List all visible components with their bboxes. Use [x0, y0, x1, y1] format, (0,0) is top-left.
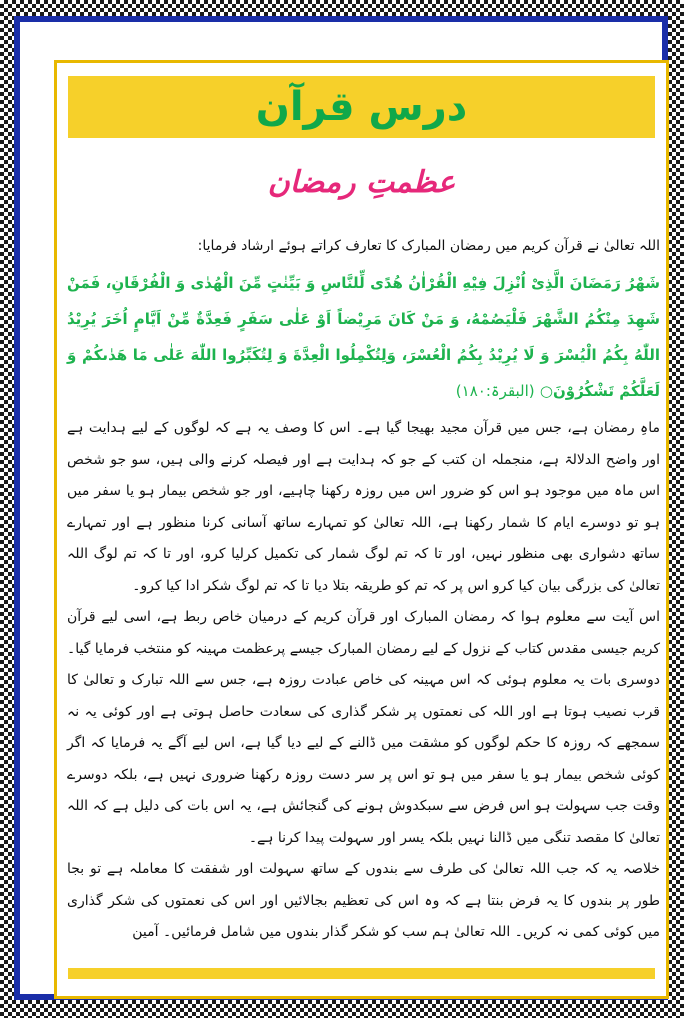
verse-text: شَهْرُ رَمَضَانَ الَّذِیْ اُنْزِلَ فِیْهِ الْقُرْاٰنُ هُدًی لِّلنَّاسِ وَ بَیِّنٰتٍ مِّنَ الْهُدٰی وَ الْفُرْقَانِ، فَمَنْ شَهِدَ مِنْكُمُ الشَّهْرَ فَلْیَصُمْهُ، وَ مَنْ كَانَ مَرِیْضاً اَوْ عَلٰی سَفَرٍ فَعِدَّةٌ مِّنْ اَیَّامٍ اُخَرَ یُرِیْدُ اللّٰهُ بِكُمُ الْیُسْرَ وَ لَا یُرِیْدُ بِكُمُ الْعُسْرَ، وَلِتُكْمِلُوا الْعِدَّةَ وَ لِتُكَبِّرُوا اللّٰهَ عَلٰی مَا هَدٰىكُمْ وَ لَعَلَّكُمْ تَشْكُرُوْنَ○ — [67, 274, 660, 400]
page-title: درس قرآن — [255, 84, 468, 130]
outer-blue-frame — [14, 16, 668, 1000]
paragraph-summary: خلاصہ یہ کہ جب اللہ تعالیٰ کی طرف سے بندوں کے ساتھ سہولت اور شفقت کا معاملہ ہے تو بجا طور پر بندوں کا یہ فرض بنتا ہے کہ وہ اس کی تعظیم بجالائیں اور اس کی نعمتوں کی شکر گذاری میں کوئی کمی نہ کریں۔ اللہ تعالیٰ ہم سب کو شکر گذار بندوں میں شامل فرمائیں۔ آمین — [67, 861, 660, 940]
article-body — [67, 233, 660, 949]
verse-reference: (البقرۃ:۱۸۰) — [455, 382, 535, 400]
article-subtitle: عظمتِ رمضان — [267, 165, 456, 200]
paragraph-translation: ماہِ رمضان ہے، جس میں قرآن مجید بھیجا گیا ہے۔ اس کا وصف یہ ہے کہ لوگوں کے لیے ہدایت ہے اور واضح الدلالۃ ہے، منجملہ ان کتب کے جو کہ ہدایت ہے اور فیصلہ کرنے والی ہیں، سو جو شخص اس ماہ میں موجود ہو اس کو ضرور اس میں روزہ رکھنا چاہیے، اور جو شخص بیمار ہو یا سفر میں ہو تو دوسرے ایام کا شمار رکھنا ہے، اللہ تعالیٰ کو تمہارے ساتھ آسانی کرنا منظور ہے اور تمہارے ساتھ دشواری بھی منظور نہیں، اور تا کہ تم لوگ شمار کی تکمیل کرلیا کرو، اور تا کہ تم لوگ اللہ تعالیٰ کی بزرگی بیان کیا کرو اس پر کہ تم کو طریقہ بتلا دیا تا کہ تم لوگ شکر ادا کیا کرو۔ — [67, 420, 660, 594]
quran-verse — [67, 265, 660, 409]
footer-divider — [68, 968, 655, 979]
paragraph-commentary: اس آیت سے معلوم ہوا کہ رمضان المبارک اور قرآن کریم کے درمیان خاص ربط ہے، اسی لیے قرآن کریم جیسی مقدس کتاب کے نزول کے لیے رمضان المبارک جیسے پرعظمت مہینہ کو منتخب فرمایا گیا۔ دوسری بات یہ معلوم ہوئی کہ اس مہینہ کی خاص عبادت روزہ ہے، جس سے اللہ تبارک و تعالیٰ کا قرب نصیب ہوتا ہے اور اللہ کی نعمتوں پر شکر گذاری کی سعادت حاصل ہوتی ہے اور کوئی یہ نہ سمجھے کہ روزہ کا حکم لوگوں کو مشقت میں ڈالنے کے لیے دیا گیا ہے، اس لیے آگے یہ فرمایا کہ اگر کوئی شخص بیمار ہو یا سفر میں ہو تو اس پر سر دست روزہ رکھنا ضروری نہیں ہے، بلکہ دوسرے وقت جب سہولت ہو اس فرض سے سبکدوش ہونے کی گنجائش ہے، یہ اس بات کی دلیل ہے کہ اللہ تعالیٰ کا مقصد تنگی میں ڈالنا نہیں بلکہ یسر اور سہولت پیدا کرنا ہے۔ — [67, 609, 660, 846]
article-frame — [54, 60, 669, 999]
intro-text: اللہ تعالیٰ نے قرآن کریم میں رمضان المبارک کا تعارف کراتے ہوئے ارشاد فرمایا: — [197, 238, 660, 254]
header-banner — [68, 76, 655, 138]
